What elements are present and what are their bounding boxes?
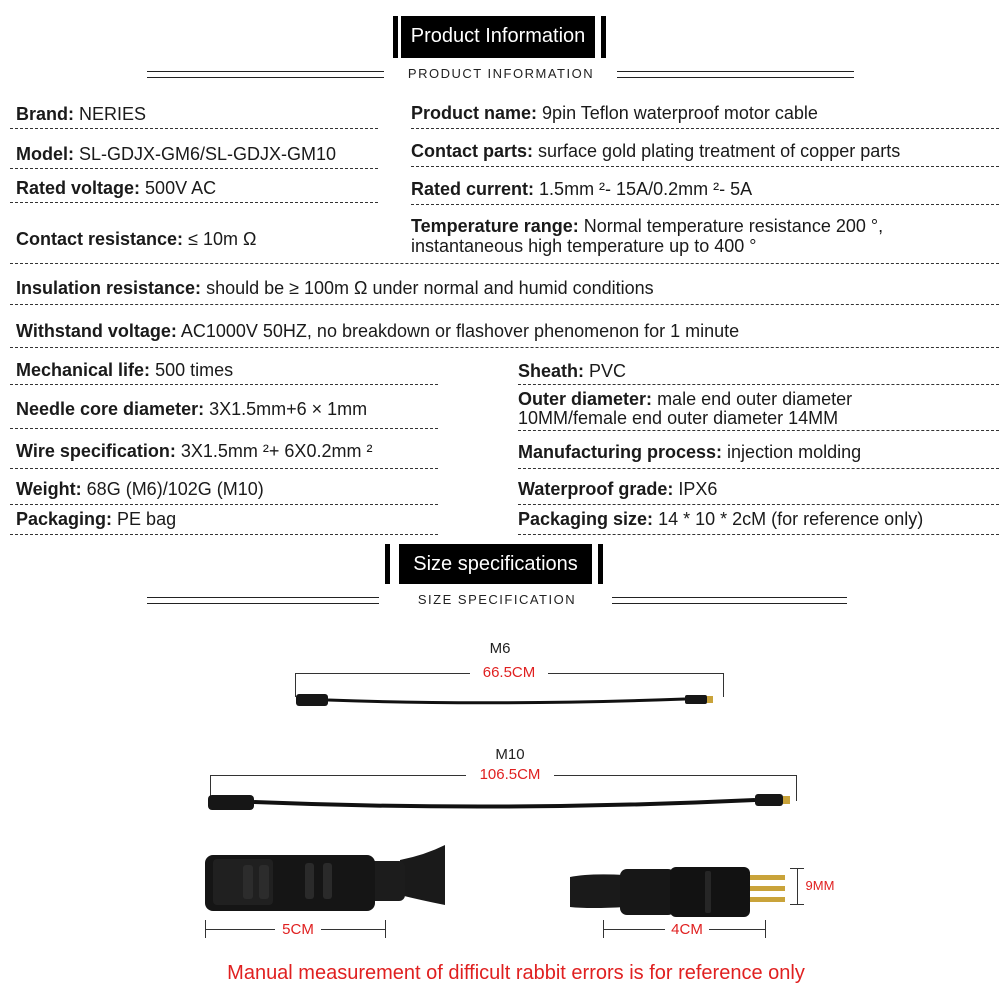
m6-cable-image xyxy=(290,690,730,710)
spec-rated-voltage-value: 500V AC xyxy=(145,178,217,198)
row-divider xyxy=(518,384,999,385)
size-specification-subtitle: SIZE SPECIFICATION xyxy=(417,592,577,607)
divider-right xyxy=(617,71,854,78)
spec-product-name xyxy=(411,103,818,123)
spec-rated-current-label: Rated current: xyxy=(411,179,535,199)
spec-contact-resistance-label: Contact resistance: xyxy=(16,229,184,249)
m6-name: M6 xyxy=(489,640,511,657)
spec-insulation-resistance xyxy=(16,278,654,298)
spec-manufacturing-process-value: injection molding xyxy=(727,442,862,462)
m10-length: 106.5CM xyxy=(479,766,541,783)
spec-withstand-voltage xyxy=(16,321,739,341)
spec-brand-value: NERIES xyxy=(79,104,147,124)
m10-cable-image xyxy=(200,790,810,814)
row-divider xyxy=(518,504,999,505)
spec-wire-specification xyxy=(16,441,372,461)
female-ruler-right xyxy=(321,929,385,930)
heading-bar-left xyxy=(393,16,398,58)
spec-wire-specification-label: Wire specification: xyxy=(16,441,176,461)
spec-insulation-resistance-value: should be ≥ 100m Ω under normal and humid conditions xyxy=(206,278,654,298)
spec-waterproof-grade-label: Waterproof grade: xyxy=(518,479,674,499)
spec-rated-voltage xyxy=(16,178,216,198)
row-divider xyxy=(10,304,999,305)
divider-left xyxy=(147,71,384,78)
row-divider xyxy=(518,468,999,469)
male-diameter: 9MM xyxy=(805,878,835,893)
spec-insulation-resistance-label: Insulation resistance: xyxy=(16,278,202,298)
spec-packaging-size-label: Packaging size: xyxy=(518,509,654,529)
m10-ruler-left xyxy=(210,775,466,776)
spec-contact-parts-label: Contact parts: xyxy=(411,141,534,161)
spec-wire-specification-value: 3X1.5mm ²+ 6X0.2mm ² xyxy=(180,441,373,461)
spec-sheath-label: Sheath: xyxy=(518,361,585,381)
diameter-tick-bottom xyxy=(790,904,804,905)
row-divider xyxy=(411,128,999,129)
spec-rated-current xyxy=(411,179,752,199)
spec-outer-diameter-line2: 10MM/female end outer diameter 14MM xyxy=(518,408,839,428)
spec-contact-resistance-value: ≤ 10m Ω xyxy=(188,229,257,249)
spec-packaging xyxy=(16,509,176,529)
spec-temperature-range-value: Normal temperature resistance 200 °, xyxy=(583,216,884,236)
spec-packaging-value: PE bag xyxy=(117,509,177,529)
m6-ruler-right xyxy=(548,673,724,674)
row-divider xyxy=(411,166,999,167)
spec-outer-diameter-label: Outer diameter: xyxy=(518,389,653,409)
spec-weight xyxy=(16,479,264,499)
row-divider xyxy=(518,534,999,535)
spec-rated-current-value: 1.5mm ²- 15A/0.2mm ²- 5A xyxy=(539,179,753,199)
female-ruler-left xyxy=(205,929,275,930)
spec-model-value: SL-GDJX-GM6/SL-GDJX-GM10 xyxy=(79,144,337,164)
divider-left xyxy=(147,597,379,604)
spec-rated-voltage-label: Rated voltage: xyxy=(16,178,141,198)
row-divider xyxy=(10,534,438,535)
female-connector-image xyxy=(195,845,445,925)
m10-name: M10 xyxy=(495,746,525,763)
spec-product-name-label: Product name: xyxy=(411,103,538,123)
spec-temperature-range xyxy=(411,216,883,236)
spec-waterproof-grade xyxy=(518,479,717,499)
spec-needle-core-diameter-label: Needle core diameter: xyxy=(16,399,205,419)
heading-bar-right xyxy=(601,16,606,58)
male-length: 4CM xyxy=(671,921,703,938)
female-length: 5CM xyxy=(282,921,314,938)
spec-brand xyxy=(16,104,146,124)
row-divider xyxy=(10,168,378,169)
row-divider xyxy=(518,430,999,431)
m6-length: 66.5CM xyxy=(482,664,536,681)
row-divider xyxy=(10,347,999,348)
diameter-line xyxy=(797,868,798,904)
heading-bar-left xyxy=(385,544,390,584)
row-divider xyxy=(10,504,438,505)
male-tick-right xyxy=(765,920,766,938)
spec-model xyxy=(16,144,336,164)
spec-packaging-size-value: 14 * 10 * 2cM (for reference only) xyxy=(658,509,924,529)
spec-weight-value: 68G (M6)/102G (M10) xyxy=(86,479,264,499)
spec-outer-diameter xyxy=(518,389,852,409)
size-specifications-heading: Size specifications xyxy=(399,544,592,584)
spec-sheath xyxy=(518,361,626,381)
spec-withstand-voltage-value: AC1000V 50HZ, no breakdown or flashover phenomenon for 1 minute xyxy=(180,321,740,341)
row-divider xyxy=(10,428,438,429)
spec-mechanical-life-value: 500 times xyxy=(155,360,234,380)
spec-needle-core-diameter xyxy=(16,399,367,419)
spec-mechanical-life-label: Mechanical life: xyxy=(16,360,151,380)
spec-mechanical-life xyxy=(16,360,233,380)
spec-contact-resistance xyxy=(16,229,256,249)
divider-right xyxy=(612,597,847,604)
row-divider xyxy=(10,128,378,129)
spec-contact-parts-value: surface gold plating treatment of copper parts xyxy=(538,141,901,161)
footer-note: Manual measurement of difficult rabbit errors is for reference only xyxy=(227,962,805,984)
spec-brand-label: Brand: xyxy=(16,104,74,124)
row-divider xyxy=(10,468,438,469)
row-divider xyxy=(10,384,438,385)
spec-manufacturing-process-label: Manufacturing process: xyxy=(518,442,723,462)
heading-bar-right xyxy=(598,544,603,584)
m10-ruler-right xyxy=(554,775,797,776)
row-divider xyxy=(10,263,999,264)
spec-product-name-value: 9pin Teflon waterproof motor cable xyxy=(542,103,818,123)
spec-withstand-voltage-label: Withstand voltage: xyxy=(16,321,177,341)
spec-manufacturing-process xyxy=(518,442,861,462)
spec-outer-diameter-value: male end outer diameter xyxy=(657,389,853,409)
male-ruler-right xyxy=(709,929,765,930)
m6-ruler-left xyxy=(295,673,470,674)
row-divider xyxy=(10,202,378,203)
spec-weight-label: Weight: xyxy=(16,479,82,499)
male-ruler-left xyxy=(603,929,665,930)
spec-model-label: Model: xyxy=(16,144,74,164)
spec-temperature-range-label: Temperature range: xyxy=(411,216,579,236)
spec-packaging-size xyxy=(518,509,923,529)
male-connector-image xyxy=(565,855,805,925)
spec-needle-core-diameter-value: 3X1.5mm+6 × 1mm xyxy=(209,399,368,419)
spec-packaging-label: Packaging: xyxy=(16,509,113,529)
spec-temperature-range-line2: instantaneous high temperature up to 400 ° xyxy=(411,236,757,256)
product-information-subtitle: PRODUCT INFORMATION xyxy=(407,66,595,81)
spec-waterproof-grade-value: IPX6 xyxy=(678,479,718,499)
spec-sheath-value: PVC xyxy=(589,361,627,381)
female-tick-right xyxy=(385,920,386,938)
product-information-heading: Product Information xyxy=(401,16,595,58)
row-divider xyxy=(411,204,999,205)
spec-contact-parts xyxy=(411,141,900,161)
